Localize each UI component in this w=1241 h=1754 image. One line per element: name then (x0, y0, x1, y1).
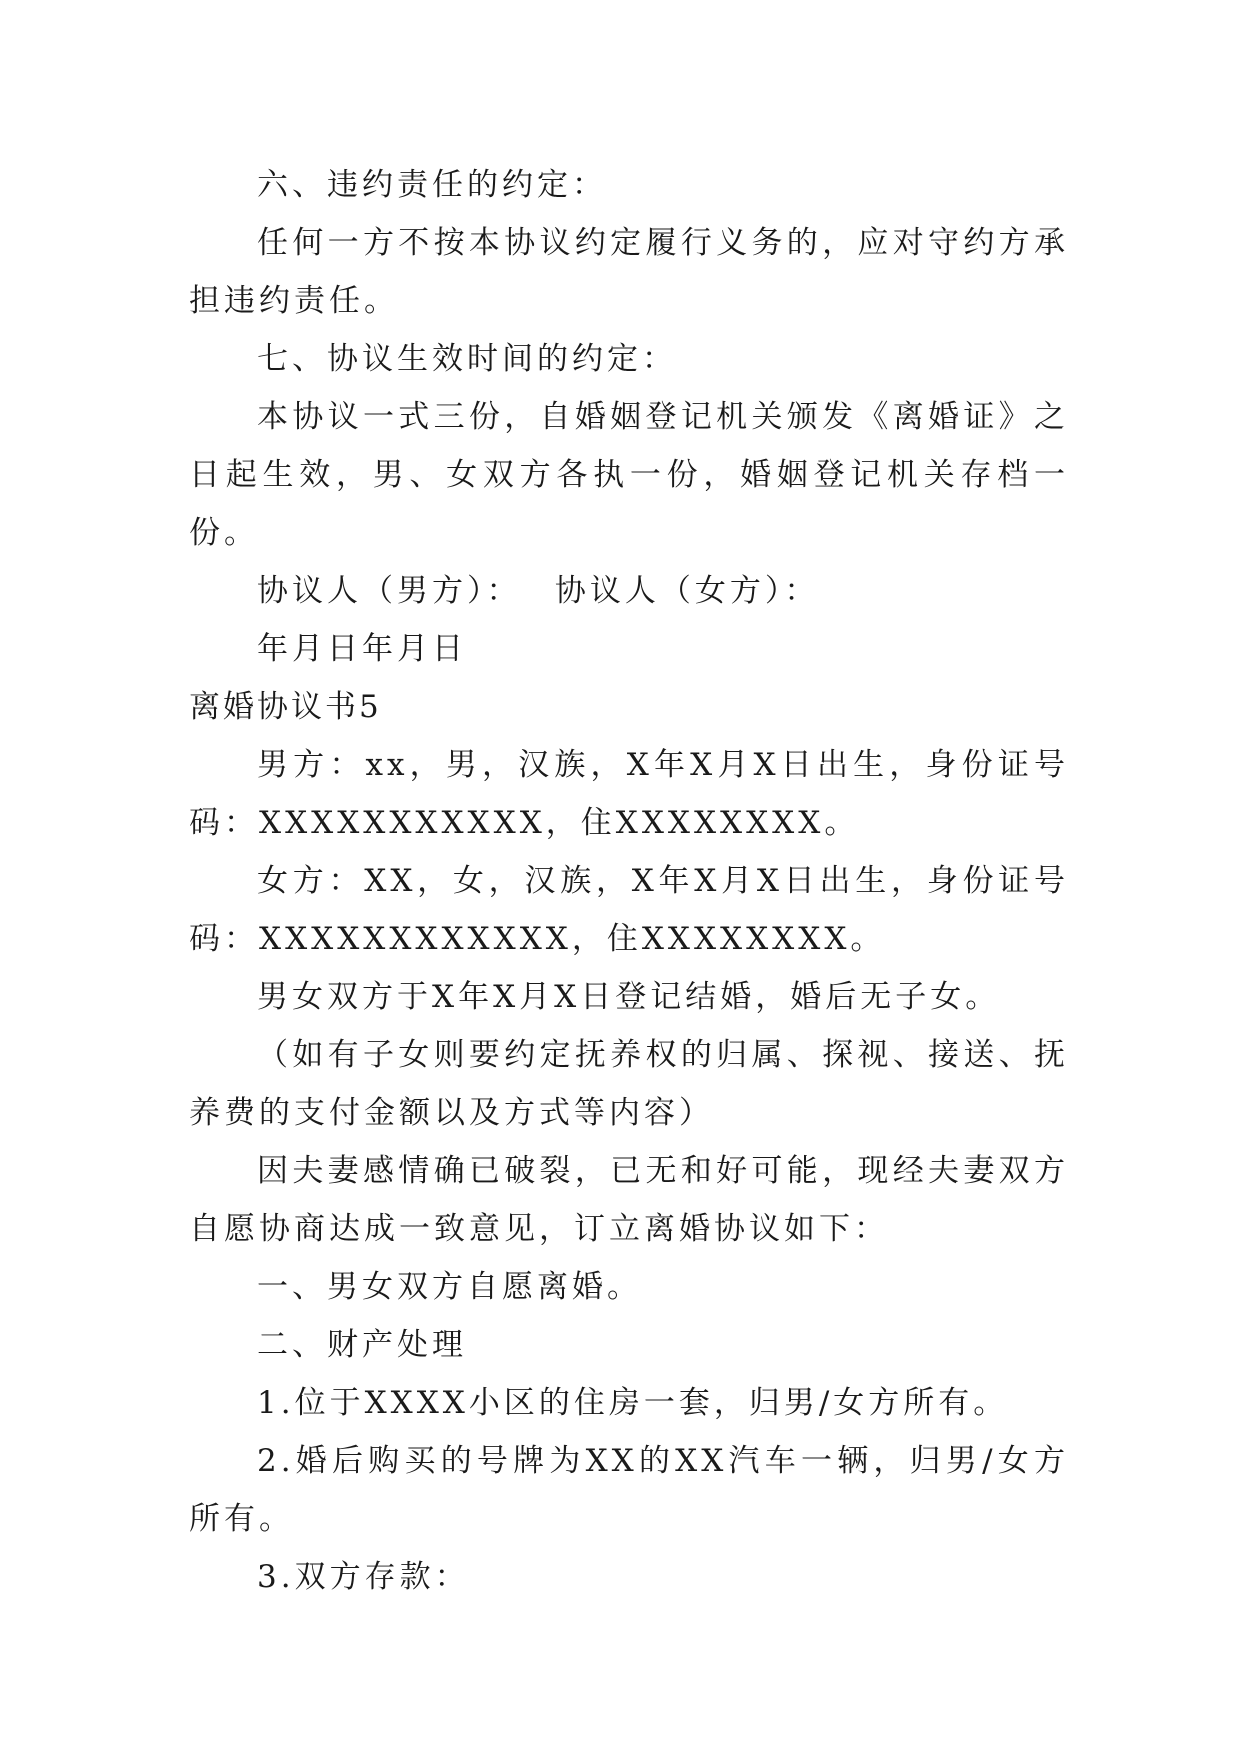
paragraph-children-note: （如有子女则要约定抚养权的归属、探视、接送、抚养费的支付金额以及方式等内容） (189, 1037, 1069, 1131)
signature-parties-line: 协议人（男方）： 协议人（女方）： (257, 573, 820, 609)
section-heading-breach: 六、违约责任的约定： (257, 167, 607, 203)
clause-property-housing: 1.位于XXXX小区的住房一套，归男/女方所有。 (257, 1385, 1009, 1421)
paragraph-male-party: 男方：xx，男，汉族，X年X月X日出生，身份证号码：XXXXXXXXXXX，住XXXXXXXX。 (189, 747, 1069, 841)
clause-voluntary-divorce: 一、男女双方自愿离婚。 (257, 1269, 642, 1305)
paragraph-breach-liability: 任何一方不按本协议约定履行义务的，应对守约方承担违约责任。 (189, 225, 1069, 319)
paragraph-marriage-registration: 男女双方于X年X月X日登记结婚，婚后无子女。 (257, 979, 1001, 1015)
clause-property-heading: 二、财产处理 (257, 1327, 467, 1363)
paragraph-effective-time: 本协议一式三份，自婚姻登记机关颁发《离婚证》之日起生效，男、女双方各执一份，婚姻登记机关存档一份。 (189, 399, 1069, 551)
clause-property-deposits: 3.双方存款： (257, 1559, 470, 1595)
document-body (189, 156, 1069, 1606)
paragraph-female-party: 女方：XX，女，汉族，X年X月X日出生，身份证号码：XXXXXXXXXXXX，住XXXXXXXX。 (189, 863, 1069, 957)
signature-date-line: 年月日年月日 (257, 631, 467, 667)
clause-property-vehicle: 2.婚后购买的号牌为XX的XX汽车一辆，归男/女方所有。 (189, 1443, 1070, 1537)
paragraph-divorce-reason: 因夫妻感情确已破裂，已无和好可能，现经夫妻双方自愿协商达成一致意见，订立离婚协议如下： (189, 1153, 1069, 1247)
section-heading-effective-time: 七、协议生效时间的约定： (257, 341, 677, 377)
document-title: 离婚协议书5 (189, 689, 382, 725)
